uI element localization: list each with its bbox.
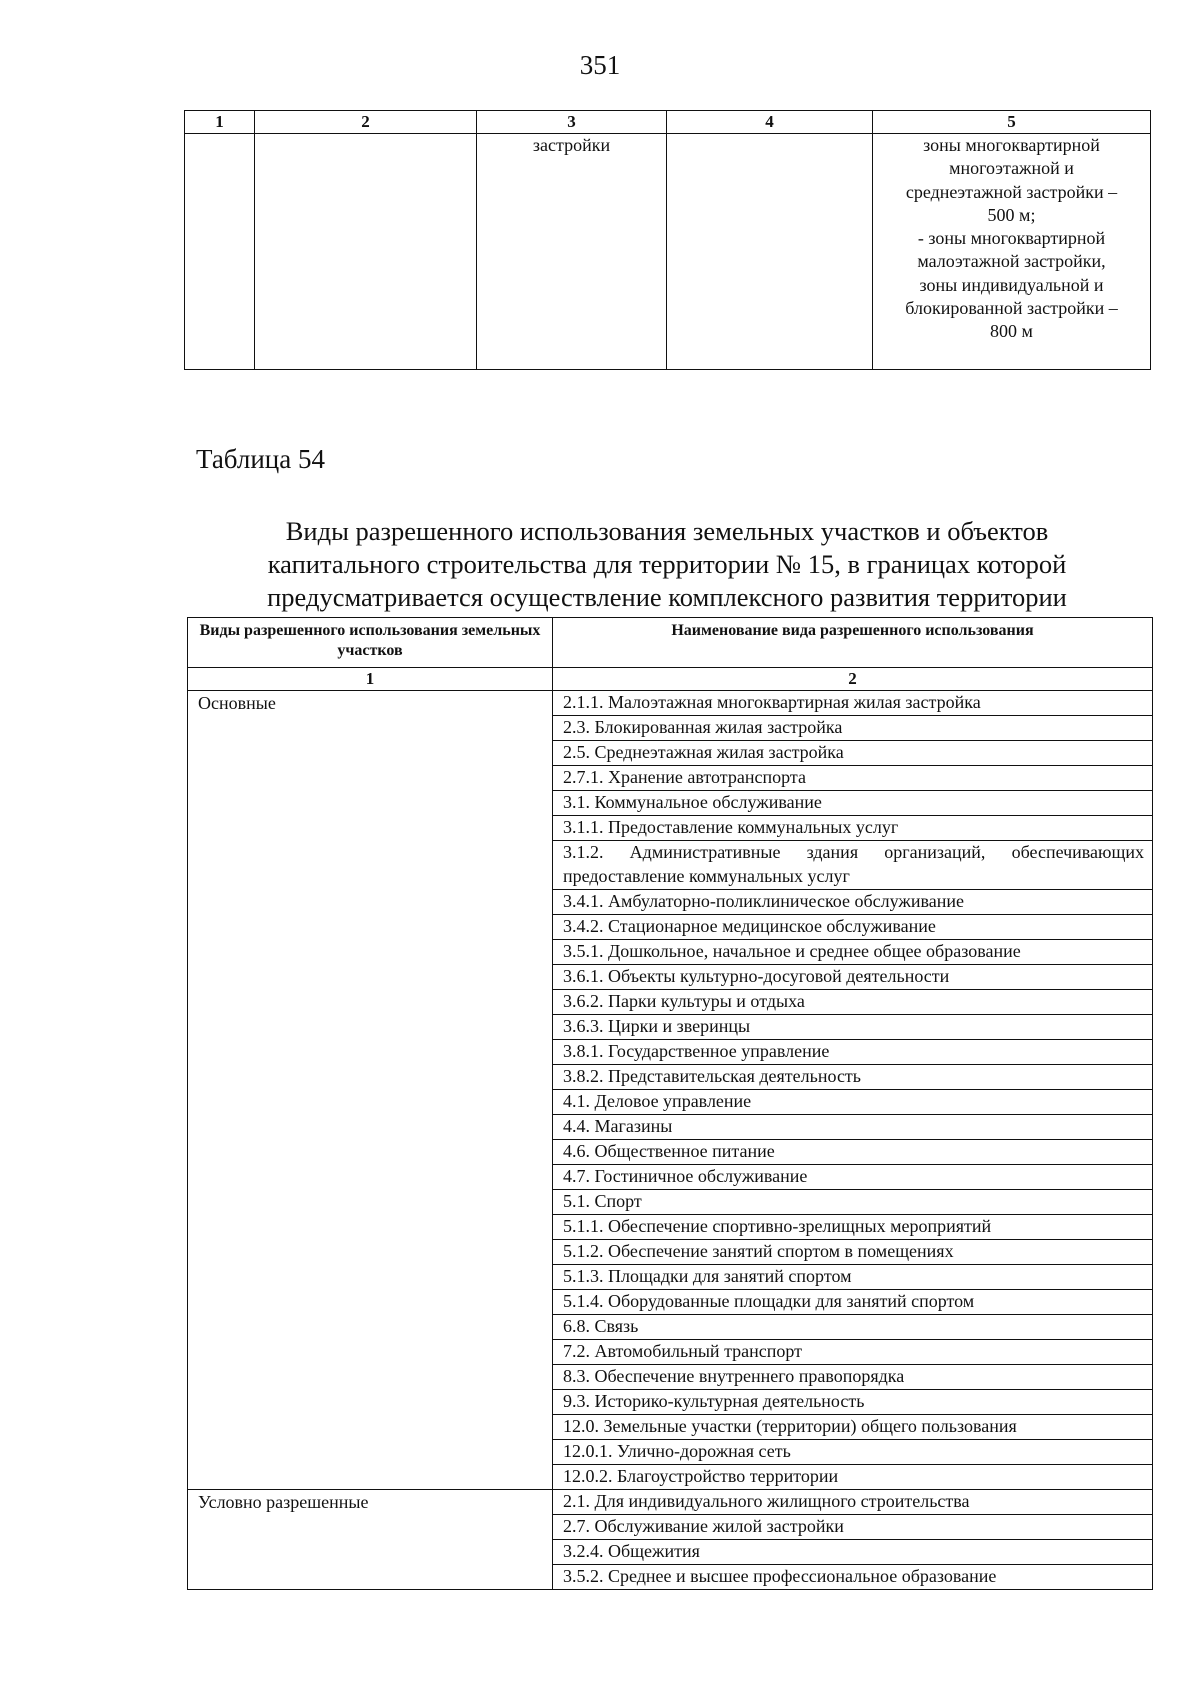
- category-cell: Условно разрешенные: [188, 1490, 553, 1590]
- use-item-cell: 3.8.1. Государственное управление: [553, 1040, 1153, 1065]
- main-number-row: [188, 668, 1153, 691]
- use-item-cell: 3.2.4. Общежития: [553, 1540, 1153, 1565]
- use-item-cell: 9.3. Историко-культурная деятельность: [553, 1390, 1153, 1415]
- use-item-cell: 6.8. Связь: [553, 1315, 1153, 1340]
- use-item-cell: 2.3. Блокированная жилая застройка: [553, 716, 1153, 741]
- use-item-cell: 5.1.3. Площадки для занятий спортом: [553, 1265, 1153, 1290]
- cell-line: блокированной застройки –: [905, 298, 1118, 319]
- continuation-row: [185, 134, 1151, 370]
- header-use-name: Наименование вида разрешенного использования: [553, 618, 1153, 668]
- use-item-cell: 2.1. Для индивидуального жилищного строительства: [553, 1490, 1153, 1515]
- use-item-cell: 7.2. Автомобильный транспорт: [553, 1340, 1153, 1365]
- use-item-cell: 3.4.2. Стационарное медицинское обслуживание: [553, 915, 1153, 940]
- main-table-body: [188, 691, 1153, 1590]
- use-item-cell: 3.5.1. Дошкольное, начальное и среднее общее образование: [553, 940, 1153, 965]
- use-item-cell: 8.3. Обеспечение внутреннего правопорядка: [553, 1365, 1153, 1390]
- main-header-row: [188, 618, 1153, 668]
- use-item-cell: 3.8.2. Представительская деятельность: [553, 1065, 1153, 1090]
- use-item-cell: 3.1.2. Административные здания организаций, обеспечивающих предоставление коммунальных услуг: [553, 841, 1153, 890]
- cell-line: 800 м: [990, 321, 1033, 342]
- use-item-cell: 2.7.1. Хранение автотранспорта: [553, 766, 1153, 791]
- permitted-use-table: [187, 617, 1153, 1590]
- use-item-cell: 3.4.1. Амбулаторно-поликлиническое обслуживание: [553, 890, 1153, 915]
- use-item-cell: 12.0.1. Улично-дорожная сеть: [553, 1440, 1153, 1465]
- title-line: Виды разрешенного использования земельных участков и объектов: [285, 516, 1049, 546]
- use-item-cell: 2.1.1. Малоэтажная многоквартирная жилая застройка: [553, 691, 1153, 716]
- table-cell: [667, 134, 873, 370]
- use-item-cell: 5.1.1. Обеспечение спортивно-зрелищных мероприятий: [553, 1215, 1153, 1240]
- table-cell: [255, 134, 477, 370]
- table-label: Таблица 54: [196, 444, 325, 474]
- table-row: [188, 691, 1153, 716]
- use-item-cell: 5.1.4. Оборудованные площадки для занятий спортом: [553, 1290, 1153, 1315]
- use-item-cell: 3.1.1. Предоставление коммунальных услуг: [553, 816, 1153, 841]
- continuation-header-row: [185, 111, 1151, 134]
- use-item-cell: 2.7. Обслуживание жилой застройки: [553, 1515, 1153, 1540]
- column-number: 3: [477, 111, 667, 134]
- use-item-cell: 12.0.2. Благоустройство территории: [553, 1465, 1153, 1490]
- cell-line: малоэтажной застройки,: [917, 251, 1106, 272]
- cell-line: зоны многоквартирной: [923, 135, 1100, 155]
- use-item-cell: 4.4. Магазины: [553, 1115, 1153, 1140]
- cell-line: 500 м;: [987, 204, 1036, 225]
- cell-line: зоны индивидуальной и: [919, 274, 1104, 295]
- use-item-cell: 4.1. Деловое управление: [553, 1090, 1153, 1115]
- use-item-cell: 4.7. Гостиничное обслуживание: [553, 1165, 1153, 1190]
- page-number: 351: [579, 50, 621, 80]
- use-item-cell: 5.1. Спорт: [553, 1190, 1153, 1215]
- title-line: капитального строительства для территории № 15, в границах которой: [267, 549, 1067, 579]
- table-title: [184, 515, 1150, 614]
- table-cell: застройки: [477, 134, 667, 370]
- table-row: [188, 1490, 1153, 1515]
- column-number: 1: [188, 668, 553, 691]
- cell-line: - зоны многоквартирной: [917, 228, 1106, 249]
- cell-line: среднеэтажной застройки –: [905, 181, 1118, 202]
- title-line: предусматривается осуществление комплексного развития территории: [267, 582, 1067, 612]
- use-item-cell: 12.0. Земельные участки (территории) общего пользования: [553, 1415, 1153, 1440]
- column-number: 5: [873, 111, 1151, 134]
- cell-line: многоэтажной и: [949, 158, 1074, 179]
- column-number: 1: [185, 111, 255, 134]
- use-item-cell: 4.6. Общественное питание: [553, 1140, 1153, 1165]
- column-number: 2: [553, 668, 1153, 691]
- use-item-cell: 3.1. Коммунальное обслуживание: [553, 791, 1153, 816]
- category-cell: Основные: [188, 691, 553, 1490]
- column-number: 2: [255, 111, 477, 134]
- table-cell: [185, 134, 255, 370]
- use-item-cell: 2.5. Среднеэтажная жилая застройка: [553, 741, 1153, 766]
- header-land-use-type: Виды разрешенного использования земельных участков: [188, 618, 553, 668]
- use-item-cell: 3.6.1. Объекты культурно-досуговой деятельности: [553, 965, 1153, 990]
- use-item-cell: 3.6.3. Цирки и зверинцы: [553, 1015, 1153, 1040]
- use-item-cell: 5.1.2. Обеспечение занятий спортом в помещениях: [553, 1240, 1153, 1265]
- distance-requirements-cell: [873, 134, 1151, 370]
- use-item-cell: 3.5.2. Среднее и высшее профессиональное образование: [553, 1565, 1153, 1590]
- continuation-table: [184, 110, 1151, 370]
- use-item-cell: 3.6.2. Парки культуры и отдыха: [553, 990, 1153, 1015]
- column-number: 4: [667, 111, 873, 134]
